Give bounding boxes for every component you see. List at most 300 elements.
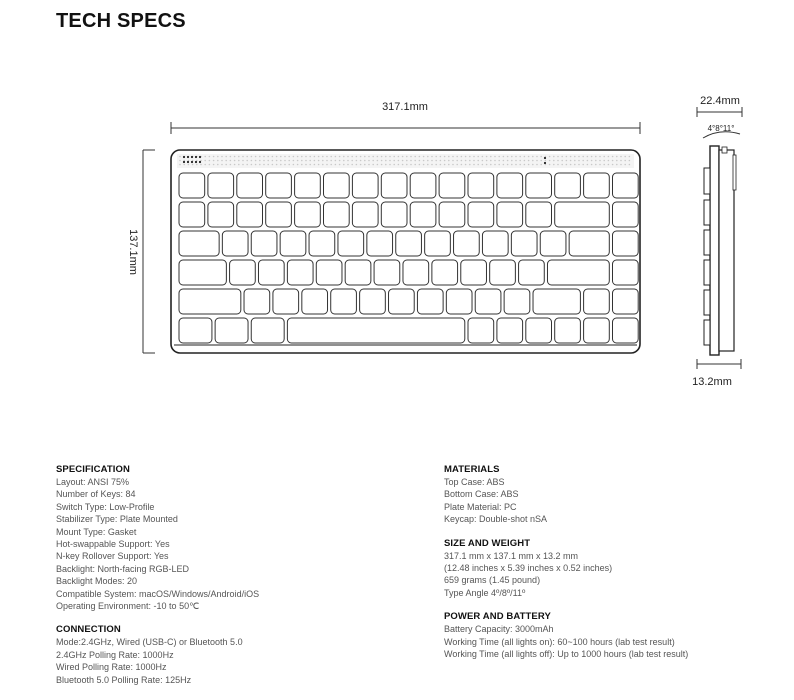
specs-right-column [444, 463, 784, 671]
spec-line: Plate Material: PC [444, 501, 517, 512]
grille-dot [293, 156, 295, 158]
side-view [704, 146, 736, 355]
grille-dot [419, 156, 421, 158]
grille-dot [574, 156, 576, 158]
grille-dot [406, 164, 408, 166]
keycap [381, 173, 407, 198]
grille-dot [288, 160, 290, 162]
height-label: 137.1mm [127, 229, 139, 275]
grille-dot [192, 164, 194, 166]
spec-line: Bluetooth 5.0 Polling Rate: 125Hz [56, 674, 192, 685]
grille-dot [406, 160, 408, 162]
spec-line: Hot-swappable Support: Yes [56, 539, 170, 550]
grille-dot [393, 156, 395, 158]
keycap [352, 202, 378, 227]
grille-dot [444, 164, 446, 166]
grille-dot [410, 160, 412, 162]
grille-dot [238, 160, 240, 162]
grille-dot [528, 164, 530, 166]
keycap [331, 289, 357, 314]
grille-dot [335, 160, 337, 162]
grille-dot [356, 160, 358, 162]
grille-dot [482, 156, 484, 158]
grille-dot [566, 160, 568, 162]
spec-section [56, 463, 396, 612]
grille-dot [511, 164, 513, 166]
grille-dot [486, 164, 488, 166]
grille-dot [624, 164, 626, 166]
grille-dot [608, 160, 610, 162]
grille-dot [381, 156, 383, 158]
keycap [251, 318, 284, 343]
grille-dot [595, 164, 597, 166]
depth-dimension [697, 107, 742, 138]
spec-section [56, 623, 396, 686]
keycap [569, 231, 609, 256]
section-title: SPECIFICATION [56, 464, 130, 475]
spec-section [444, 537, 784, 600]
grille-dot [574, 164, 576, 166]
grille-dot [456, 164, 458, 166]
grille-dot [427, 160, 429, 162]
keycap [497, 202, 523, 227]
grille-dot [435, 164, 437, 166]
section-title: MATERIALS [444, 464, 500, 475]
grille-dot [393, 164, 395, 166]
grille-dot [402, 156, 404, 158]
grille-dot [230, 160, 232, 162]
grille-dot [456, 160, 458, 162]
grille-dot [297, 160, 299, 162]
grille-dot [620, 160, 622, 162]
spec-line: Switch Type: Low-Profile [56, 501, 155, 512]
grille-dot [469, 164, 471, 166]
keycap [490, 260, 516, 285]
grille-dot [179, 160, 181, 162]
spec-line: Bottom Case: ABS [444, 489, 519, 500]
spec-section [444, 463, 784, 526]
grille-dot [423, 164, 425, 166]
grille-dot [276, 164, 278, 166]
grille-dot [414, 156, 416, 158]
grille-dot [221, 156, 223, 158]
grille-dot [578, 156, 580, 158]
grille-dot [234, 164, 236, 166]
grille-dot [179, 156, 181, 158]
grille-dot [242, 164, 244, 166]
grille-dot [368, 156, 370, 158]
grille-dot [272, 156, 274, 158]
grille-dot [251, 164, 253, 166]
grille-dot [246, 156, 248, 158]
grille-dot [255, 160, 257, 162]
grille-dot [603, 156, 605, 158]
indicator-dot [199, 161, 201, 163]
grille-dot [427, 156, 429, 158]
keycap [468, 173, 494, 198]
keycap [237, 173, 263, 198]
grille-dot [620, 164, 622, 166]
indicator-dot [195, 161, 197, 163]
grille-dot [465, 156, 467, 158]
spec-line: Operating Environment: -10 to 50℃ [56, 601, 200, 612]
spec-line: Working Time (all lights off): Up to 1000 hours (lab test result) [444, 649, 689, 660]
grille-dot [599, 164, 601, 166]
grille-dot [242, 160, 244, 162]
grille-dot [465, 160, 467, 162]
section-title: SIZE AND WEIGHT [444, 537, 531, 549]
grille-dot [280, 156, 282, 158]
grille-dot [322, 164, 324, 166]
grille-dot [561, 164, 563, 166]
grille-dot [419, 164, 421, 166]
grille-dot [406, 156, 408, 158]
grille-dot [608, 164, 610, 166]
angle-label: 4°8°11° [707, 124, 735, 133]
grille-dot [389, 164, 391, 166]
grille-dot [620, 156, 622, 158]
grille-dot [515, 160, 517, 162]
keycap [482, 231, 508, 256]
grille-dot [515, 164, 517, 166]
grille-dot [225, 160, 227, 162]
keycap [179, 318, 212, 343]
grille-dot [339, 164, 341, 166]
grille-dot [330, 156, 332, 158]
indicator-dot [199, 156, 201, 158]
indicator-dot [544, 162, 546, 164]
keycap [613, 289, 639, 314]
grille-dot [570, 164, 572, 166]
keycap [425, 231, 451, 256]
keycap [302, 289, 328, 314]
grille-dot [259, 160, 261, 162]
grille-dot [490, 156, 492, 158]
grille-dot [473, 164, 475, 166]
specs-left-column [56, 463, 396, 697]
grille-dot [461, 160, 463, 162]
indicator-dot [195, 156, 197, 158]
spec-line: 317.1 mm x 137.1 mm x 13.2 mm [444, 550, 579, 561]
keycap [454, 231, 480, 256]
width-label: 317.1mm [382, 101, 428, 113]
grille-dot [204, 156, 206, 158]
grille-dot [528, 160, 530, 162]
keycap [360, 289, 386, 314]
grille-dot [629, 164, 631, 166]
section-title: POWER AND BATTERY [444, 611, 551, 623]
keycap [324, 202, 350, 227]
grille-dot [629, 160, 631, 162]
grille-dot [339, 160, 341, 162]
grille-dot [427, 164, 429, 166]
grille-dot [528, 156, 530, 158]
grille-dot [364, 160, 366, 162]
keycap [287, 260, 313, 285]
keycap [266, 202, 292, 227]
indicator-dot [187, 161, 189, 163]
grille-dot [322, 156, 324, 158]
grille-dot [431, 164, 433, 166]
grille-dot [532, 164, 534, 166]
grille-dot [372, 164, 374, 166]
grille-dot [448, 156, 450, 158]
keycap [179, 231, 219, 256]
grille-dot [360, 164, 362, 166]
keycap [540, 231, 566, 256]
grille-dot [318, 156, 320, 158]
keycap [461, 260, 487, 285]
grille-dot [297, 156, 299, 158]
height-dimension [143, 150, 155, 353]
grille-dot [524, 156, 526, 158]
keycap [468, 202, 494, 227]
grille-dot [616, 156, 618, 158]
keycap [410, 202, 436, 227]
keycap [208, 202, 234, 227]
spec-line: Type Angle 4º/8º/11º [444, 587, 526, 598]
grille-dot [360, 160, 362, 162]
grille-dot [519, 156, 521, 158]
grille-dot [314, 156, 316, 158]
grille-dot [482, 164, 484, 166]
grille-dot [498, 160, 500, 162]
indicator-dot [183, 161, 185, 163]
grille-dot [515, 156, 517, 158]
grille-dot [431, 160, 433, 162]
keycap [403, 260, 429, 285]
grille-dot [280, 160, 282, 162]
grille-dot [540, 160, 542, 162]
keycap [179, 260, 226, 285]
grille-dot [498, 156, 500, 158]
grille-dot [196, 164, 198, 166]
grille-dot [330, 164, 332, 166]
keycap [497, 173, 523, 198]
grille-dot [351, 160, 353, 162]
grille-dot [183, 164, 185, 166]
grille-dot [591, 160, 593, 162]
spec-line: Wired Polling Rate: 1000Hz [56, 662, 167, 673]
grille-dot [419, 160, 421, 162]
grille-dot [301, 156, 303, 158]
keycap [316, 260, 342, 285]
grille-dot [435, 156, 437, 158]
grille-dot [314, 164, 316, 166]
keycap [439, 173, 465, 198]
grille-dot [557, 164, 559, 166]
grille-dot [561, 156, 563, 158]
grille-dot [595, 160, 597, 162]
grille-dot [566, 164, 568, 166]
grille-dot [305, 160, 307, 162]
grille-dot [280, 164, 282, 166]
grille-dot [524, 160, 526, 162]
grille-dot [440, 164, 442, 166]
grille-dot [482, 160, 484, 162]
grille-dot [616, 160, 618, 162]
spec-line: Compatible System: macOS/Windows/Android/iOS [56, 588, 260, 599]
grille-dot [360, 156, 362, 158]
keycap [324, 173, 350, 198]
grille-dot [591, 156, 593, 158]
keycap [273, 289, 299, 314]
grille-dot [398, 156, 400, 158]
grille-dot [368, 164, 370, 166]
grille-dot [389, 160, 391, 162]
keycap [475, 289, 501, 314]
grille-dot [251, 156, 253, 158]
grille-dot [503, 156, 505, 158]
grille-dot [213, 156, 215, 158]
grille-dot [469, 156, 471, 158]
keycap [519, 260, 545, 285]
spec-line: Backlight Modes: 20 [56, 576, 138, 587]
grille-dot [570, 160, 572, 162]
grille-dot [612, 160, 614, 162]
spec-line: 2.4GHz Polling Rate: 1000Hz [56, 649, 174, 660]
indicator-dot [544, 157, 546, 159]
grille-dot [536, 156, 538, 158]
grille-dot [284, 160, 286, 162]
grille-dot [385, 164, 387, 166]
page-title: TECH SPECS [56, 10, 186, 32]
grille-dot [305, 156, 307, 158]
spec-line: Backlight: North-facing RGB-LED [56, 563, 190, 574]
grille-dot [519, 160, 521, 162]
grille-dot [402, 164, 404, 166]
grille-dot [221, 164, 223, 166]
grille-dot [603, 164, 605, 166]
grille-dot [608, 156, 610, 158]
grille-dot [603, 160, 605, 162]
grille-dot [284, 156, 286, 158]
grille-dot [414, 160, 416, 162]
grille-dot [477, 160, 479, 162]
keycap [555, 202, 610, 227]
side-height-dimension [697, 359, 741, 369]
grille-dot [536, 164, 538, 166]
spec-line: Working Time (all lights on): 60~100 hours (lab test result) [444, 636, 675, 647]
keycap [547, 260, 609, 285]
grille-dot [372, 156, 374, 158]
grille-dot [288, 156, 290, 158]
keycap [208, 173, 234, 198]
grille-dot [263, 160, 265, 162]
grille-dot [423, 156, 425, 158]
grille-dot [486, 160, 488, 162]
grille-dot [213, 164, 215, 166]
keycap [533, 289, 580, 314]
grille-dot [347, 156, 349, 158]
keycap [309, 231, 335, 256]
grille-dot [251, 160, 253, 162]
keycap [526, 202, 552, 227]
keycap [244, 289, 270, 314]
grille-dot [326, 156, 328, 158]
grille-dot [452, 164, 454, 166]
keycap [613, 318, 639, 343]
grille-dot [364, 164, 366, 166]
keycap [432, 260, 458, 285]
indicator-dot [183, 156, 185, 158]
keycap [584, 173, 610, 198]
grille-dot [230, 156, 232, 158]
grille-dot [574, 160, 576, 162]
grille-dot [179, 164, 181, 166]
grille-dot [267, 156, 269, 158]
grille-dot [511, 156, 513, 158]
grille-dot [486, 156, 488, 158]
grille-dot [519, 164, 521, 166]
grille-dot [532, 160, 534, 162]
spec-line: (12.48 inches x 5.39 inches x 0.52 inches) [444, 563, 613, 574]
grille-dot [309, 156, 311, 158]
keycap [417, 289, 443, 314]
grille-dot [561, 160, 563, 162]
grille-dot [549, 164, 551, 166]
grille-dot [477, 164, 479, 166]
grille-dot [246, 164, 248, 166]
keycap [266, 173, 292, 198]
grille-dot [490, 160, 492, 162]
spec-line: Number of Keys: 84 [56, 489, 136, 500]
grille-dot [452, 156, 454, 158]
grille-dot [364, 156, 366, 158]
keycap [526, 173, 552, 198]
width-dimension [171, 122, 640, 134]
grille-dot [587, 156, 589, 158]
grille-dot [330, 160, 332, 162]
grille-dot [582, 160, 584, 162]
grille-dot [377, 156, 379, 158]
keycap [504, 289, 530, 314]
grille-dot [234, 160, 236, 162]
keycap [215, 318, 248, 343]
keycap [396, 231, 422, 256]
grille-dot [599, 160, 601, 162]
grille-dot [477, 156, 479, 158]
keycap [258, 260, 284, 285]
grille-dot [444, 160, 446, 162]
keycap [179, 202, 205, 227]
grille-dot [553, 164, 555, 166]
grille-dot [507, 164, 509, 166]
grille-dot [549, 160, 551, 162]
grille-dot [377, 164, 379, 166]
grille-dot [322, 160, 324, 162]
grille-dot [263, 156, 265, 158]
grille-dot [595, 156, 597, 158]
grille-dot [498, 164, 500, 166]
keycap [468, 318, 494, 343]
grille-dot [217, 164, 219, 166]
grille-dot [566, 156, 568, 158]
grille-dot [309, 164, 311, 166]
grille-dot [431, 156, 433, 158]
grille-dot [381, 164, 383, 166]
grille-dot [473, 160, 475, 162]
spec-line: N-key Rollover Support: Yes [56, 551, 169, 562]
grille-dot [591, 164, 593, 166]
grille-dot [221, 160, 223, 162]
grille-dot [549, 156, 551, 158]
keycap [179, 173, 205, 198]
grille-dot [385, 160, 387, 162]
grille-dot [347, 164, 349, 166]
grille-dot [368, 160, 370, 162]
keycap [338, 231, 364, 256]
